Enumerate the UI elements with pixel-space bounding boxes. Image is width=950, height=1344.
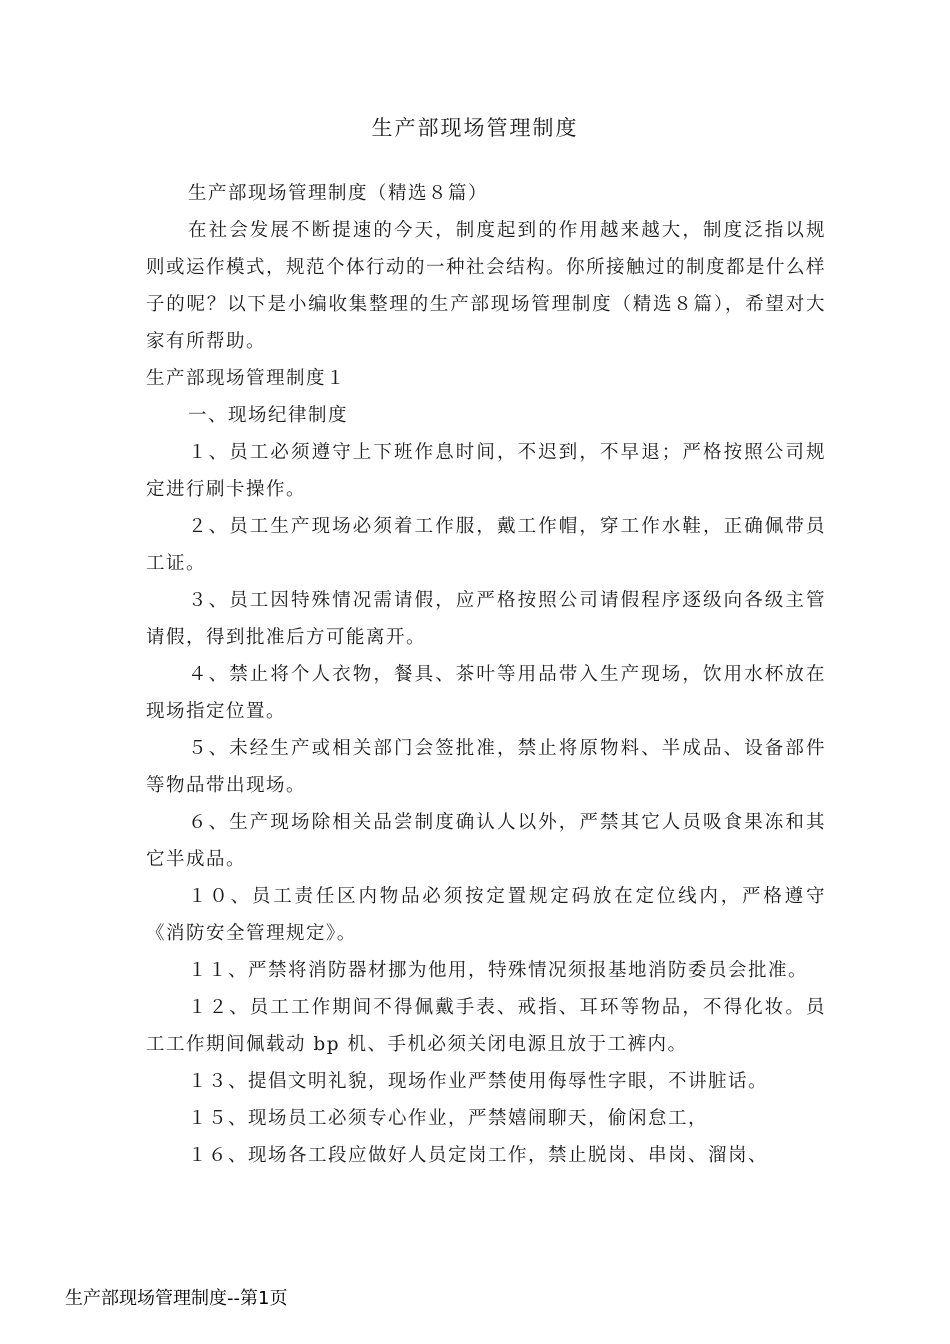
document-title: 生产部现场管理制度	[371, 116, 579, 140]
paragraph: １５、现场员工必须专心作业，严禁嬉闹聊天，偷闲怠工，	[188, 1108, 709, 1129]
paragraph: １、员工必须遵守上下班作息时间，不迟到，不早退；严格按照公司规定进行刷卡操作。	[146, 442, 826, 500]
section-heading: 生产部现场管理制度１	[146, 368, 347, 389]
paragraph: 在社会发展不断提速的今天，制度起到的作用越来越大，制度泛指以规则或运作模式，规范个体行动的一种社会结构。你所接触过的制度都是什么样子的呢？以下是小编收集整理的生产部现场管理制度（精选８篇），希望对大家有所帮助。	[146, 220, 827, 352]
paragraph: ３、员工因特殊情况需请假，应严格按照公司请假程序逐级向各级主管请假，得到批准后方可能离开。	[146, 590, 826, 648]
paragraph: １３、提倡文明礼貌，现场作业严禁使用侮辱性字眼，不讲脏话。	[188, 1071, 769, 1092]
paragraph: ５、未经生产或相关部门会签批准，禁止将原物料、半成品、设备部件等物品带出现场。	[146, 738, 826, 796]
paragraph: ２、员工生产现场必须着工作服，戴工作帽，穿工作水鞋，正确佩带员工证。	[146, 516, 826, 574]
paragraph: １１、严禁将消防器材挪为他用，特殊情况须报基地消防委员会批准。	[188, 960, 809, 981]
paragraph: 生产部现场管理制度（精选８篇）	[188, 183, 489, 204]
page-footer: 生产部现场管理制度--第1页	[65, 1288, 288, 1309]
document-body	[146, 175, 826, 1174]
subsection-heading: 一、现场纪律制度	[188, 405, 349, 426]
paragraph: １６、现场各工段应做好人员定岗工作，禁止脱岗、串岗、溜岗、	[188, 1145, 769, 1166]
paragraph: ４、禁止将个人衣物，餐具、茶叶等用品带入生产现场，饮用水杯放在现场指定位置。	[146, 664, 826, 722]
paragraph: １０、员工责任区内物品必须按定置规定码放在定位线内，严格遵守《消防安全管理规定》。	[146, 886, 826, 944]
paragraph: ６、生产现场除相关品尝制度确认人以外，严禁其它人员吸食果冻和其它半成品。	[146, 812, 826, 870]
paragraph: １２、员工工作期间不得佩戴手表、戒指、耳环等物品，不得化妆。员工工作期间佩载动 bp 机、手机必须关闭电源且放于工裤内。	[146, 997, 826, 1055]
